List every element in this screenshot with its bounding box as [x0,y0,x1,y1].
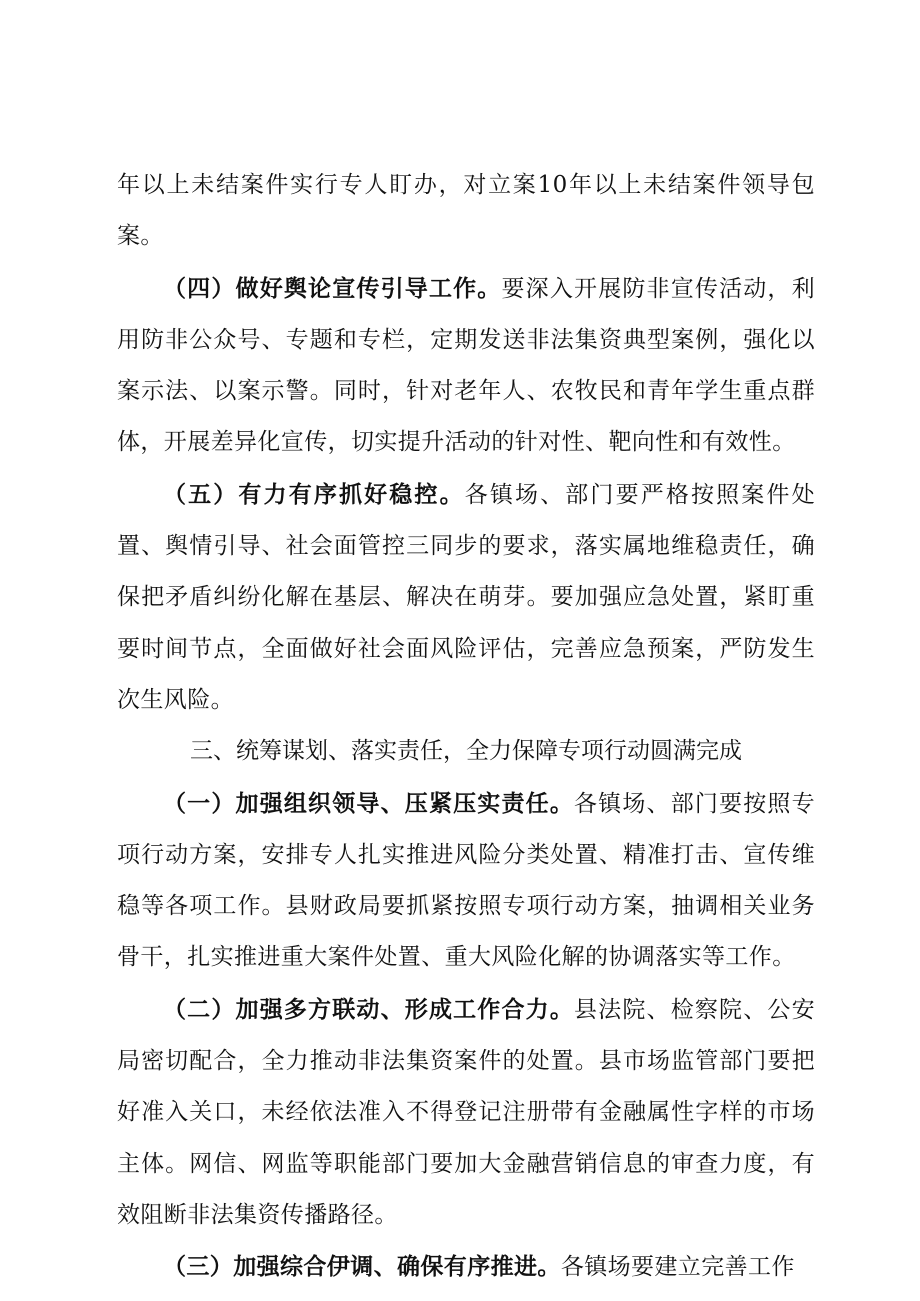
paragraph-text: 各镇场、部门要按照专项行动方案，安排专人扎实推进风险分类处置、精准打击、宣传维稳等各项工作。县财政局要抓紧按照专项行动方案，抽调相关业务骨干，扎实推进重大案件处置、重大风险化解的协调落实等工作。 [117,790,815,971]
paragraph-coordination [117,984,815,1241]
paragraph-stability [117,469,815,726]
paragraph-lead: （四）做好舆论宣传引导工作。 [163,274,502,302]
document-body [117,160,815,1294]
paragraph-lead: （二）加强多方联动、形成工作合力。 [163,995,574,1023]
paragraph-lead: （三）加强综合伊调、确保有序推进。 [163,1253,561,1281]
paragraph-lead: （五）有力有序抓好稳控。 [163,480,465,508]
paragraph-text: 各镇场、部门要严格按照案件处置、舆情引导、社会面管控三同步的要求，落实属地维稳责任，确保把矛盾纠纷化解在基层、解决在萌芽。要加强应急处置，紧盯重要时间节点，全面做好社会面风险评估，完善应急预案，严防发生次生风险。 [117,481,815,713]
paragraph-integration [117,1241,815,1293]
paragraph-text: 县法院、检察院、公安局密切配合，全力推动非法集资案件的处置。县市场监管部门要把好准入关口，未经依法准入不得登记注册带有金融属性字样的市场主体。网信、网监等职能部门要加大金融营销信息的审查力度，有效阻断非法集资传播路径。 [117,996,815,1228]
paragraph-text: 年以上未结案件实行专人盯办，对立案10年以上未结案件领导包案。 [117,172,815,250]
paragraph-lead: （一）加强组织领导、压紧压实责任。 [163,789,574,817]
paragraph-continuation [117,160,815,263]
paragraph-leadership [117,778,815,984]
section-heading: 三、统筹谋划、落实责任，全力保障专项行动圆满完成 [190,738,742,765]
paragraph-text: 要深入开展防非宣传活动，利用防非公众号、专题和专栏，定期发送非法集资典型案例，强化以案示法、以案示警。同时，针对老年人、农牧民和青年学生重点群体，开展差异化宣传，切实提升活动的针对性、靶向性和有效性。 [117,275,816,456]
paragraph-publicity [117,263,815,469]
paragraph-text: 各镇场要建立完善工作 [560,1254,795,1281]
